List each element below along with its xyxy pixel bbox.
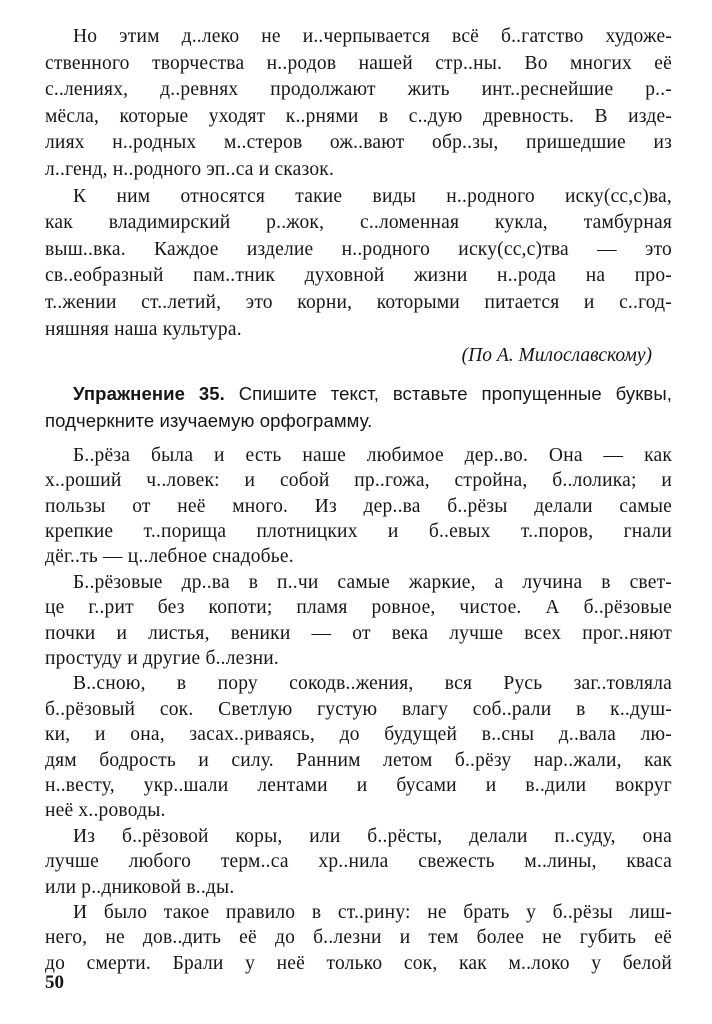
exercise-header-line-1 <box>45 380 672 407</box>
text-line: почки и листья, веники — от века лучше всех прог..няют <box>45 622 672 644</box>
paragraph <box>45 184 672 344</box>
text-line: как владимирский р..жок, с..ломенная кукла, тамбурная <box>45 212 672 234</box>
text-line: ки, и она, засах..риваясь, до будущей в..сны д..вала лю- <box>45 724 672 746</box>
text-line: К ним относятся такие виды н..родного иску(сс,с)ва, <box>73 185 672 207</box>
text-line: л..генд, н..родного эп..са и сказок. <box>45 158 335 180</box>
text-line: дёг..ть — ц..лебное снадобье. <box>45 546 294 568</box>
exercise-instruction-line-1: Спишите текст, вставьте пропущенные буквы, <box>238 382 672 404</box>
exercise-number-label: Упражнение 35. <box>73 382 225 404</box>
text-line: крепкие т..порища плотницких и б..евых т..поров, гнали <box>45 520 672 542</box>
text-line: т..жении ст..летий, это корни, которыми питается и с..год- <box>45 291 672 313</box>
text-line: простуду и другие б..лезни. <box>45 647 279 669</box>
paragraph <box>45 570 672 672</box>
text-line: В..сною, в пору сокодв..жения, вся Русь заг..товляла <box>73 673 672 695</box>
text-line: Но этим д..леко не и..черпывается всё б..гатство художе- <box>73 26 672 47</box>
paragraph <box>45 900 672 976</box>
text-line: Б..рёза была и есть наше любимое дер..во. Она — как <box>73 444 672 466</box>
text-line: пользы от неё много. Из дер..ва б..рёзы делали самые <box>45 495 672 517</box>
text-line: мёсла, которые уходят к..рнями в с..дую древность. В изде- <box>45 105 672 127</box>
text-line: неё х..роводы. <box>45 800 166 822</box>
text-line: х..роший ч..ловек: и собой пр..гожа, стройна, б..лолика; и <box>45 470 672 492</box>
text-line: св..еобразный пам..тник духовной жизни н..рода на про- <box>45 265 672 287</box>
text-line: б..рёзовый сок. Светлую густую влагу соб..рали в к..душ- <box>45 698 672 720</box>
text-line: него, не дов..дить её до б..лезни и тем более не губить её <box>45 927 672 949</box>
page-number: 50 <box>45 972 64 993</box>
text-line: выш..вка. Каждое изделие н..родного иску(сс,с)тва — это <box>45 238 672 260</box>
text-line: с..лениях, д..ревнях продолжают жить инт..реснейшие р..- <box>45 79 672 101</box>
attribution: (По А. Милославскому) <box>461 345 652 367</box>
text-line: лиях н..родных м..стеров ож..вают обр..зы, пришедшие из <box>45 132 672 154</box>
paragraph <box>45 671 672 823</box>
exercise-text-section <box>45 443 672 977</box>
exercise-instruction-line-2: подчеркните изучаемую орфограмму. <box>45 409 373 431</box>
text-line: И было такое правило в ст..рину: не брать у б..рёзы лиш- <box>73 902 672 924</box>
text-line: няшняя наша культура. <box>45 318 242 340</box>
paragraph <box>45 443 672 570</box>
text-line: или р..дниковой в..ды. <box>45 876 235 898</box>
text-line: до смерти. Брали у неё только сок, как м..локо у белой <box>45 952 672 974</box>
text-line: лучше любого терм..са хр..нила свежесть м..лины, кваса <box>45 851 672 873</box>
exercise-header <box>45 380 672 434</box>
paragraph <box>45 824 672 900</box>
text-line: це г..рит без копоти; пламя ровное, чистое. А б..рёзовые <box>45 597 672 619</box>
text-line: Б..рёзовые др..ва в п..чи самые жаркие, а лучина в свет- <box>73 571 672 593</box>
intro-section <box>45 24 672 343</box>
text-line: ственного творчества н..родов нашей стр..ны. Во многих её <box>45 52 672 74</box>
text-line: н..весту, укр..шали лентами и бусами и в..дили вокруг <box>45 775 672 796</box>
text-line: Из б..рёзовой коры, или б..рёсты, делали п..суду, она <box>73 825 672 847</box>
text-line: дям бодрость и силу. Ранним летом б..рёзу нар..жали, как <box>45 749 672 771</box>
paragraph <box>45 24 672 184</box>
